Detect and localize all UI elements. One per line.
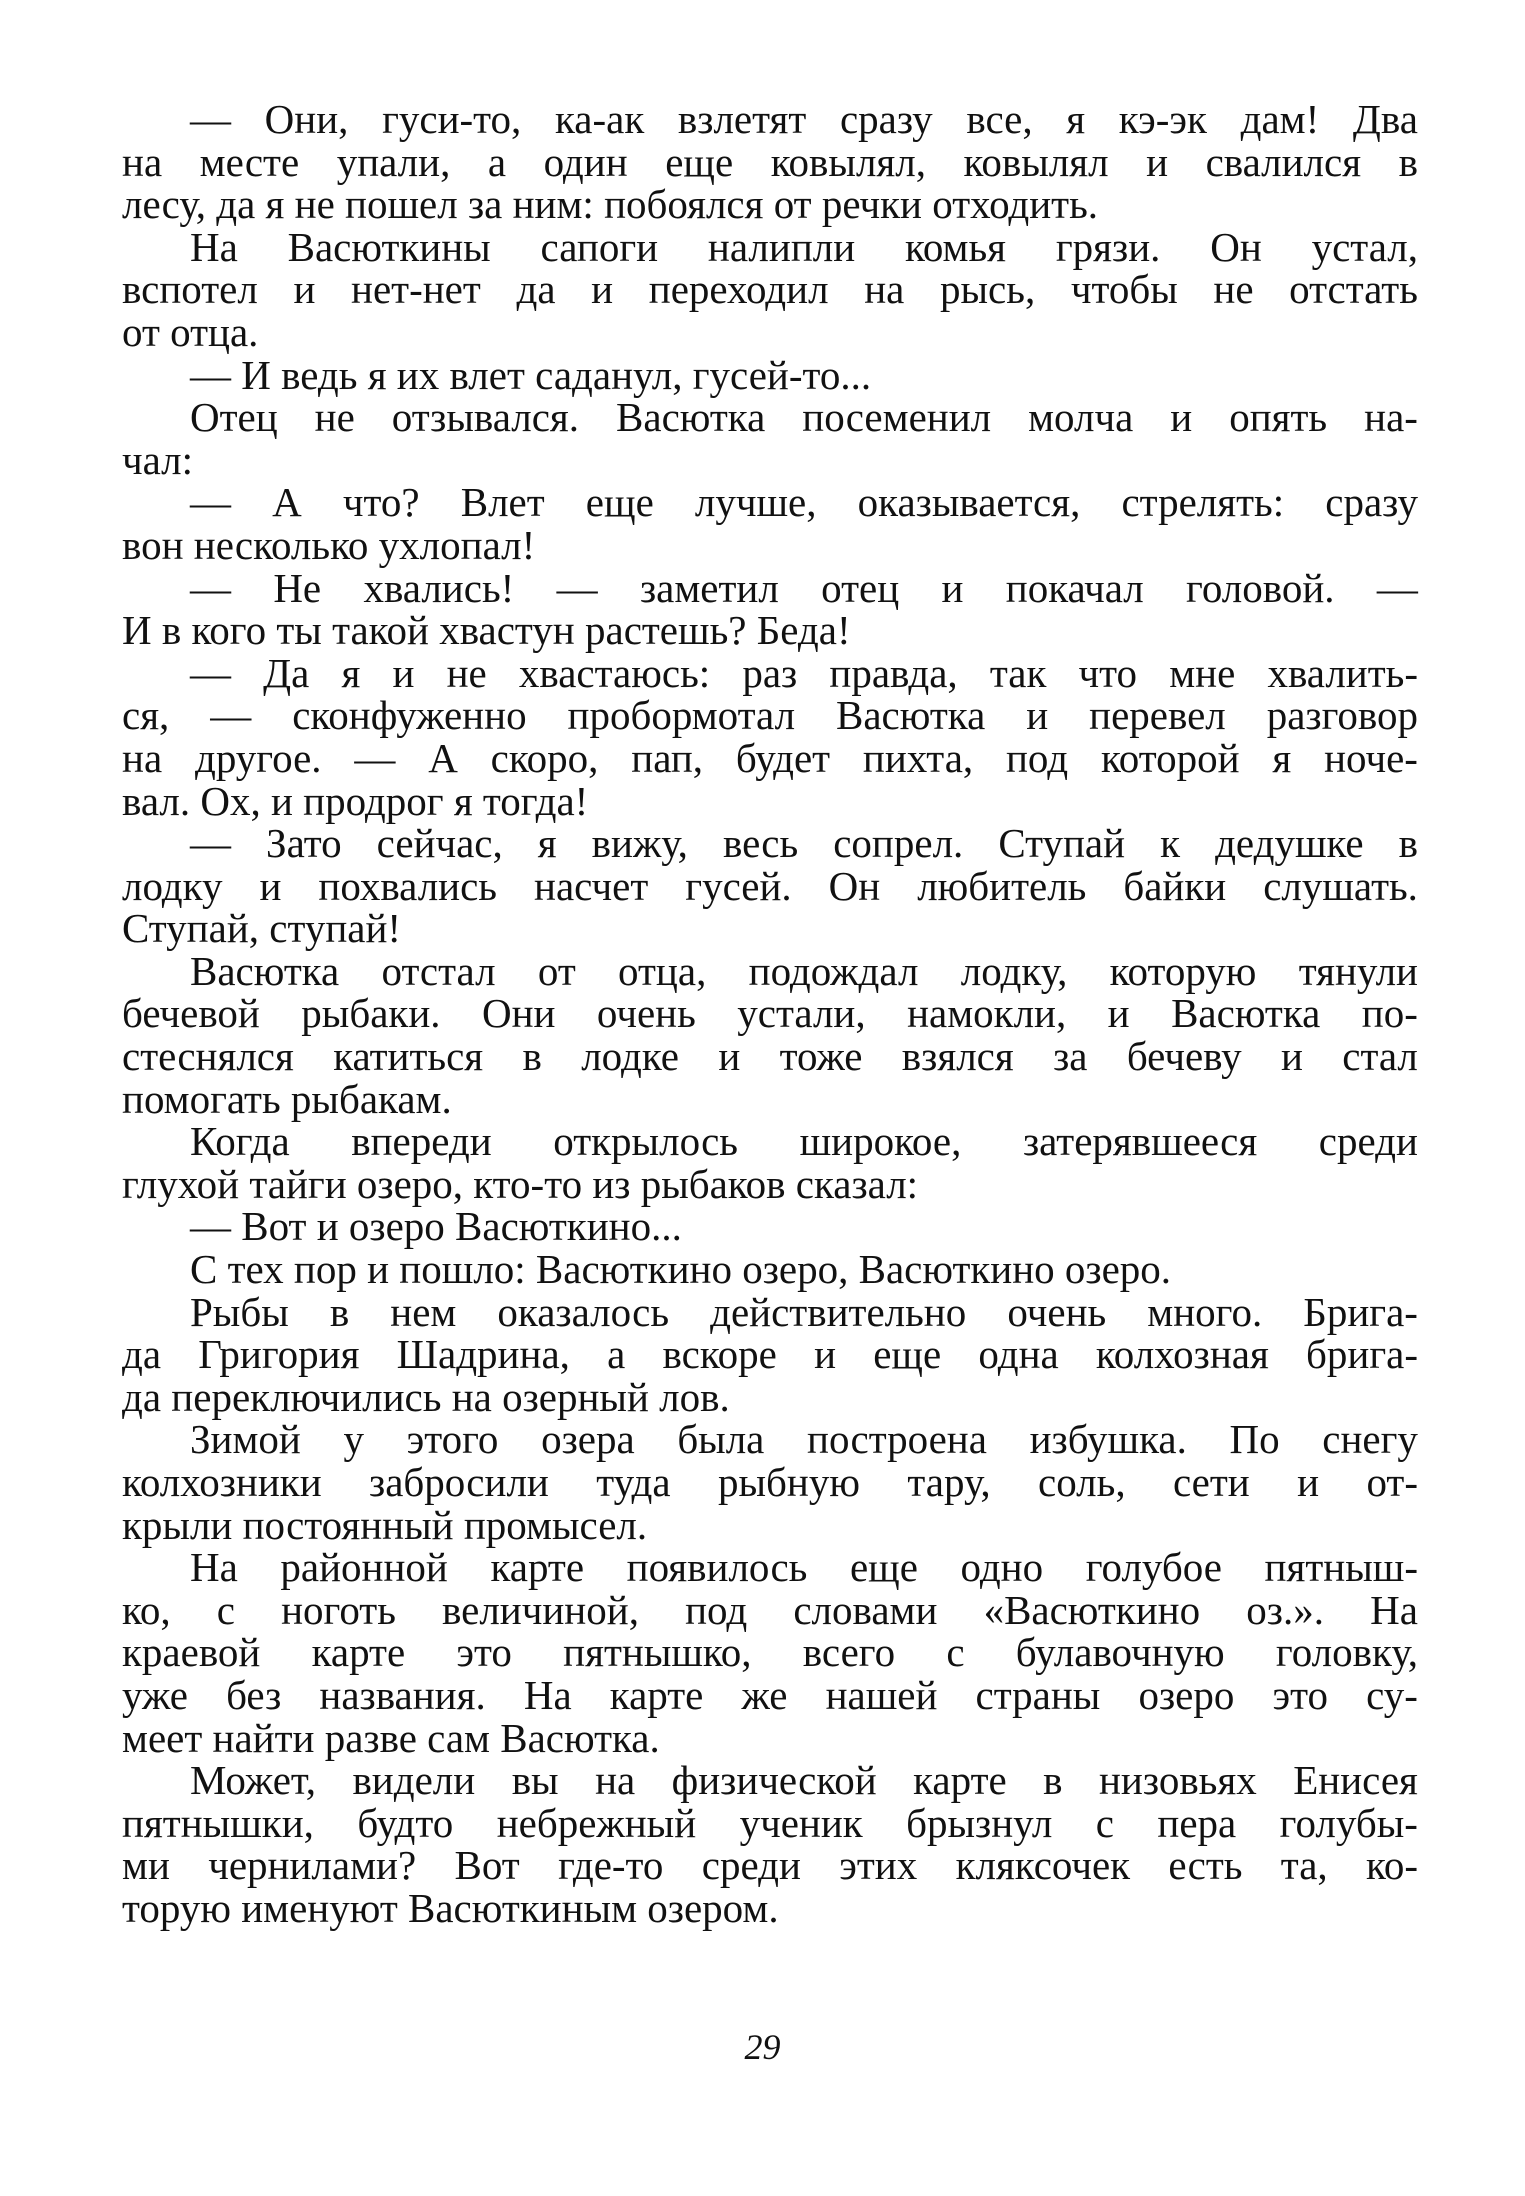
text-line: С тех пор и пошло: Васюткино озеро, Васюткино озеро.	[190, 1246, 1172, 1293]
text-line: Когда впереди открылось широкое, затерявшееся среди	[190, 1118, 1418, 1165]
text-line: Зимой у этого озера была построена избушка. По снегу	[190, 1416, 1418, 1463]
body-text	[122, 98, 1418, 1930]
text-line: бечевой рыбаки. Они очень устали, намокли, и Васютка по-	[122, 990, 1418, 1037]
text-line: да Григория Шадрина, а вскоре и еще одна колхозная брига-	[122, 1331, 1418, 1378]
text-line: ко, с ноготь величиной, под словами «Васюткино оз.». На	[122, 1586, 1418, 1633]
text-line: торую именуют Васюткиным озером.	[122, 1884, 779, 1931]
text-line: лесу, да я не пошел за ним: побоялся от речки отходить.	[122, 181, 1099, 228]
text-line: лодку и похвались насчет гусей. Он любитель байки слушать.	[122, 862, 1418, 909]
text-line: стеснялся катиться в лодке и тоже взялся за бечеву и стал	[122, 1033, 1418, 1080]
text-line: глухой тайги озеро, кто-то из рыбаков сказал:	[122, 1160, 919, 1207]
text-line: чал:	[122, 436, 194, 483]
text-line: пятнышки, будто небрежный ученик брызнул с пера голубы-	[122, 1799, 1418, 1846]
text-line: ся, — сконфуженно пробормотал Васютка и перевел разговор	[122, 692, 1418, 739]
text-line: — А что? Влет еще лучше, оказывается, стрелять: сразу	[190, 479, 1418, 526]
text-line: Васютка отстал от отца, подождал лодку, которую тянули	[190, 947, 1418, 994]
text-line: На Васюткины сапоги налипли комья грязи. Он устал,	[190, 223, 1418, 270]
text-line: меет найти разве сам Васютка.	[122, 1714, 660, 1761]
text-line: на месте упали, а один еще ковылял, ковылял и свалился в	[122, 138, 1418, 185]
text-line: ми чернилами? Вот где-то среди этих кляксочек есть та, ко-	[122, 1842, 1418, 1889]
text-line: краевой карте это пятнышко, всего с булавочную головку,	[122, 1629, 1418, 1676]
text-line: Ступай, ступай!	[122, 905, 402, 952]
text-line: крыли постоянный промысел.	[122, 1501, 648, 1548]
text-line: На районной карте появилось еще одно голубое пятныш-	[190, 1544, 1418, 1591]
text-line: помогать рыбакам.	[122, 1075, 452, 1122]
text-line: — Не хвались! — заметил отец и покачал головой. —	[190, 564, 1418, 611]
text-line: — И ведь я их влет саданул, гусей-то...	[190, 351, 872, 398]
text-line: от отца.	[122, 308, 259, 355]
text-line: на другое. — А скоро, пап, будет пихта, под которой я ноче-	[122, 734, 1418, 781]
text-line: вон несколько ухлопал!	[122, 521, 536, 568]
page-number: 29	[744, 2027, 781, 2067]
text-line: — Вот и озеро Васюткино...	[190, 1203, 682, 1250]
text-line: да переключились на озерный лов.	[122, 1373, 730, 1420]
text-line: — Зато сейчас, я вижу, весь сопрел. Ступай к дедушке в	[190, 820, 1418, 867]
text-line: вспотел и нет-нет да и переходил на рысь, чтобы не отстать	[122, 266, 1418, 313]
text-line: уже без названия. На карте же нашей страны озеро это су-	[122, 1671, 1418, 1718]
text-line: И в кого ты такой хвастун растешь? Беда!	[122, 607, 851, 654]
text-line: — Да я и не хвастаюсь: раз правда, так что мне хвалить-	[190, 649, 1418, 696]
text-line: Рыбы в нем оказалось действительно очень много. Брига-	[190, 1288, 1418, 1335]
text-line: колхозники забросили туда рыбную тару, соль, сети и от-	[122, 1459, 1418, 1505]
text-line: вал. Ох, и продрог я тогда!	[122, 777, 589, 824]
text-line: Может, видели вы на физической карте в низовьях Енисея	[190, 1757, 1418, 1804]
text-line: Отец не отзывался. Васютка посеменил молча и опять на-	[190, 394, 1418, 441]
text-line: — Они, гуси-то, ка-ак взлетят сразу все, я кэ-эк дам! Два	[190, 96, 1418, 142]
